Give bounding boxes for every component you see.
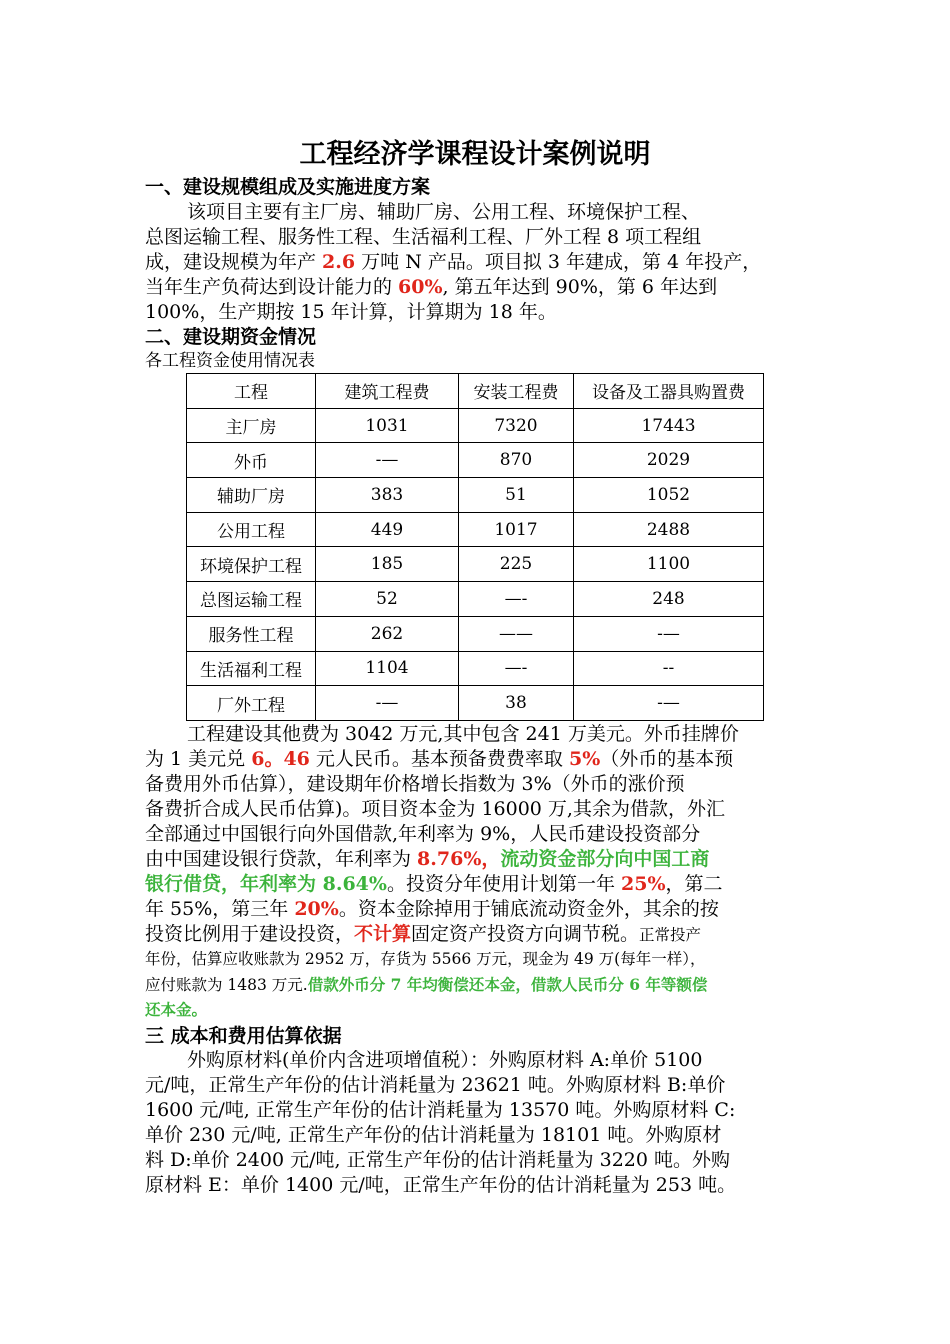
table-cell: —- (459, 582, 574, 617)
highlight-exchange-rate: 6。46 (251, 748, 310, 770)
highlight-capacity: 2.6 (322, 251, 356, 273)
highlight-year1: 25% (621, 873, 666, 895)
table-cell: -— (574, 686, 764, 721)
text-line: 年份，估算应收账款为 2952 万，存货为 5566 万元，现金为 49 万(每年一样）， (145, 950, 706, 968)
text-line: 100%，生产期按 15 年计算，计算期为 18 年。 (145, 301, 557, 323)
paragraph-scale (145, 200, 807, 325)
table-header-cell: 工程 (187, 374, 316, 409)
text-line: 由中国建设银行贷款，年利率为 8.76%，流动资金部分向中国工商 (145, 848, 710, 870)
table-row (187, 616, 764, 651)
table-row (187, 547, 764, 582)
section-heading-2: 二、建设期资金情况 (145, 326, 317, 348)
table-header-cell: 安装工程费 (459, 374, 574, 409)
table-header-row (187, 374, 764, 409)
text-line: 工程建设其他费为 3042 万元,其中包含 241 万美元。外币挂牌价 (187, 723, 739, 745)
document-title: 工程经济学课程设计案例说明 (299, 139, 651, 170)
table-cell: 1031 (316, 408, 459, 443)
highlight-no-tax: 不计算 (354, 923, 412, 945)
text-line: 投资比例用于建设投资，不计算固定资产投资方向调节税。正常投产 (145, 923, 702, 945)
table-cell: 2488 (574, 512, 764, 547)
table-cell: 服务性工程 (187, 616, 316, 651)
table-cell: -- (574, 651, 764, 686)
table-caption: 各工程资金使用情况表 (145, 351, 315, 371)
table-cell: 外币 (187, 443, 316, 478)
text-line: 备费折合成人民币估算)。项目资本金为 16000 万,其余为借款，外汇 (145, 798, 725, 820)
table-cell: 1017 (459, 512, 574, 547)
highlight-year3: 20% (294, 898, 339, 920)
text-line: 备费用外币估算），建设期年价格增长指数为 3%（外币的涨价预 (145, 773, 685, 795)
highlight-working-capital-rate: 银行借贷，年利率为 8.64% (145, 873, 387, 895)
table-cell: 225 (459, 547, 574, 582)
highlight-rmb-rate: 8.76%， (417, 848, 501, 870)
table-row (187, 512, 764, 547)
text-line: 全部通过中国银行向外国借款,年利率为 9%，人民币建设投资部分 (145, 823, 701, 845)
text-line: 为 1 美元兑 6。46 元人民币。基本预备费费率取 5%（外币的基本预 (145, 748, 734, 770)
table-row (187, 651, 764, 686)
table-cell: 总图运输工程 (187, 582, 316, 617)
table-header-cell: 设备及工器具购置费 (574, 374, 764, 409)
table-cell: 环境保护工程 (187, 547, 316, 582)
table-cell: 辅助厂房 (187, 478, 316, 513)
table-cell: 262 (316, 616, 459, 651)
text-line: 应付账款为 1483 万元.借款外币分 7 年均衡偿还本金，借款人民币分 6 年等额偿 (145, 975, 708, 994)
table-row (187, 443, 764, 478)
paragraph-costs (145, 1048, 807, 1198)
fund-usage-table (186, 373, 764, 721)
table-cell: 52 (316, 582, 459, 617)
table-cell: —- (459, 651, 574, 686)
highlight-load: 60% (398, 276, 443, 298)
table-cell: 生活福利工程 (187, 651, 316, 686)
table-cell: -— (316, 686, 459, 721)
text-line: 单价 230 元/吨, 正常生产年份的估计消耗量为 18101 吨。外购原材 (145, 1124, 722, 1146)
table-header-cell: 建筑工程费 (316, 374, 459, 409)
text-line: 该项目主要有主厂房、辅助厂房、公用工程、环境保护工程、 (187, 201, 701, 223)
text-line: 原材料 E：单价 1400 元/吨，正常生产年份的估计消耗量为 253 吨。 (145, 1174, 737, 1196)
section-heading-1: 一、建设规模组成及实施进度方案 (145, 176, 431, 198)
table-row (187, 478, 764, 513)
text-line: 成，建设规模为年产 2.6 万吨 N 产品。项目拟 3 年建成，第 4 年投产， (145, 251, 762, 273)
table-cell: 51 (459, 478, 574, 513)
table-cell: 7320 (459, 408, 574, 443)
highlight-working-capital: 流动资金部分向中国工商 (500, 848, 710, 870)
table-cell: 185 (316, 547, 459, 582)
table-cell: 449 (316, 512, 459, 547)
table-cell: 17443 (574, 408, 764, 443)
table-cell: 248 (574, 582, 764, 617)
table-cell: 主厂房 (187, 408, 316, 443)
text-line: 总图运输工程、服务性工程、生活福利工程、厂外工程 8 项工程组 (145, 226, 702, 248)
table-cell: 383 (316, 478, 459, 513)
paragraph-funding (145, 722, 807, 1022)
highlight-repayment: 借款外币分 7 年均衡偿还本金，借款人民币分 6 年等额偿 (307, 975, 708, 994)
table-cell: -— (574, 616, 764, 651)
table-cell: 1052 (574, 478, 764, 513)
table-cell: 1100 (574, 547, 764, 582)
table-cell: 870 (459, 443, 574, 478)
text-line: 1600 元/吨, 正常生产年份的估计消耗量为 13570 吨。外购原材料 C: (145, 1099, 736, 1121)
table-row (187, 582, 764, 617)
highlight-reserve-rate: 5% (568, 748, 601, 770)
text-line: 年 55%，第三年 20%。资本金除掉用于铺底流动资金外，其余的按 (145, 898, 719, 920)
section-heading-3: 三 成本和费用估算依据 (145, 1025, 342, 1047)
table-cell: 38 (459, 686, 574, 721)
table-cell: 2029 (574, 443, 764, 478)
text-line: 当年生产负荷达到设计能力的 60%, 第五年达到 90%，第 6 年达到 (145, 276, 718, 298)
table-cell: 公用工程 (187, 512, 316, 547)
table-cell: 厂外工程 (187, 686, 316, 721)
table-row (187, 686, 764, 721)
table-cell: 1104 (316, 651, 459, 686)
text-line: 外购原材料(单价内含进项增值税）：外购原材料 A:单价 5100 (187, 1049, 703, 1071)
table-cell: -— (316, 443, 459, 478)
table-row (187, 408, 764, 443)
text-line: 还本金。 (145, 1000, 208, 1019)
text-line: 银行借贷，年利率为 8.64%。投资分年使用计划第一年 25%，第二 (145, 873, 723, 895)
text-line: 料 D:单价 2400 元/吨, 正常生产年份的估计消耗量为 3220 吨。外购 (145, 1149, 731, 1171)
text-line: 元/吨，正常生产年份的估计消耗量为 23621 吨。外购原材料 B:单价 (145, 1074, 726, 1096)
table-cell: —— (459, 616, 574, 651)
